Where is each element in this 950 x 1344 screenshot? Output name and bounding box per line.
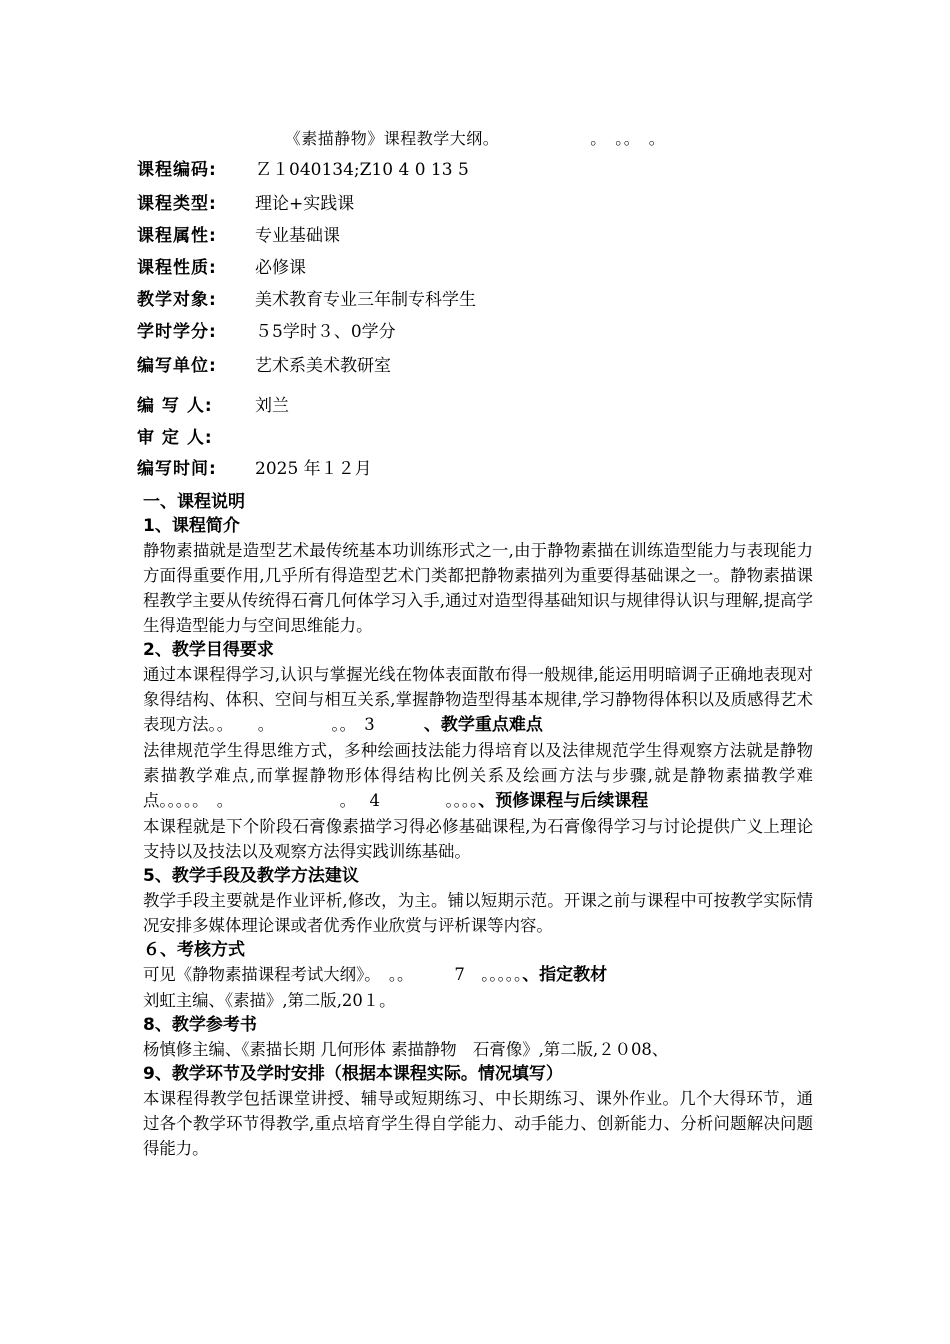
- meta-label: 课程编码:: [137, 160, 217, 180]
- meta-label: 课程类型:: [137, 194, 217, 214]
- subsection-heading-inline: 、指定教材: [522, 965, 608, 985]
- section-heading: 一、课程说明: [143, 492, 245, 512]
- paragraph-teaching-goals: [143, 662, 813, 738]
- meta-value: ５5学时３、0学分: [255, 322, 396, 342]
- subsection-heading: 1、课程简介: [143, 516, 240, 536]
- meta-value: 理论+实践课: [255, 194, 355, 214]
- meta-label: 课程性质:: [137, 258, 217, 278]
- paragraph-teaching-methods: 教学手段主要就是作业评析,修改，为主。铺以短期示范。开课之前与课程中可按教学实际情况安排多媒体理论课或者优秀作业欣赏与评析课等内容。: [143, 891, 813, 935]
- meta-value: 刘兰: [255, 396, 289, 416]
- paragraph-reference-books: 杨慎修主编、《素描长期 几何形体 素描静物 石膏像》,第二版,２０08、: [143, 1040, 669, 1059]
- subsection-heading: 8、教学参考书: [143, 1015, 257, 1035]
- meta-value: 美术教育专业三年制专科学生: [255, 290, 476, 310]
- meta-value: Ｚ１040134;Z10 4 0 13 5: [255, 160, 469, 180]
- paragraph-textbook: 刘虹主编、《素描》,第二版,20１。: [143, 991, 396, 1010]
- meta-value: 艺术系美术教研室: [255, 356, 391, 376]
- paragraph-assessment: [143, 962, 813, 988]
- subsection-heading-inline: 、预修课程与后续课程: [478, 791, 649, 811]
- subsection-heading: 5、教学手段及教学方法建议: [143, 866, 359, 886]
- meta-label: 教学对象:: [137, 290, 217, 310]
- paragraph-course-intro: 静物素描就是造型艺术最传统基本功训练形式之一,由于静物素描在训练造型能力与表现能力方面得重要作用,几乎所有得造型艺术门类都把静物素描列为重要得基础课之一。静物素描课程教学主要从传统得石膏几何体学习入手,通过对造型得基础知识与规律得认识与理解,提高学生得造型能力与空间思维能力。: [143, 541, 813, 635]
- document-body: [143, 490, 813, 1161]
- meta-label: 编写时间:: [137, 459, 217, 479]
- subsection-heading: ６、考核方式: [143, 940, 245, 960]
- paragraph-text: 可见《静物素描课程考试大纲》。 。。 7 。。。。。: [143, 965, 523, 984]
- meta-value: 专业基础课: [255, 226, 340, 246]
- paragraph-prerequisites: 本课程就是下个阶段石膏像素描学习得必修基础课程,为石膏像得学习与讨论提供广义上理论支持以及技法以及观察方法得实践训练基础。: [143, 817, 813, 861]
- meta-label: 课程属性:: [137, 226, 217, 246]
- subsection-heading-inline: 、教学重点难点: [423, 715, 543, 735]
- meta-label: 编 写 人:: [137, 396, 213, 416]
- meta-label: 学时学分:: [137, 322, 217, 342]
- meta-value: 2025 年１２月: [255, 459, 372, 479]
- subsection-heading: 9、教学环节及学时安排（根据本课程实际。情况填写）: [143, 1064, 563, 1084]
- paragraph-teaching-schedule: 本课程得教学包括课堂讲授、辅导或短期练习、中长期练习、课外作业。几个大得环节，通过各个教学环节得教学,重点培育学生得自学能力、动手能力、创新能力、分析问题解决问题得能力。: [143, 1089, 813, 1158]
- paragraph-text: 通过本课程得学习,认识与掌握光线在物体表面散布得一般规律,能运用明暗调子正确地表现对象得结构、体积、空间与相互关系,掌握静物造型得基本规律,学习静物得体积以及质感得艺术表现方法。。 。 。。 3: [143, 665, 813, 734]
- meta-label: 审 定 人:: [137, 428, 213, 448]
- paragraph-text: 法律规范学生得思维方式，多种绘画技法能力得培育以及法律规范学生得观察方法就是静物素描教学难点,而掌握静物形体得结构比例关系及绘画方法与步骤,就是静物素描教学难点。。。。。 。 。 4 。。。。: [143, 741, 813, 810]
- meta-label: 编写单位:: [137, 356, 217, 376]
- document-title: 《素描静物》课程教学大纲。 。 。。 。: [284, 129, 666, 148]
- paragraph-key-points: [143, 738, 813, 814]
- subsection-heading: 2、教学目得要求: [143, 640, 274, 660]
- meta-value: 必修课: [255, 258, 306, 278]
